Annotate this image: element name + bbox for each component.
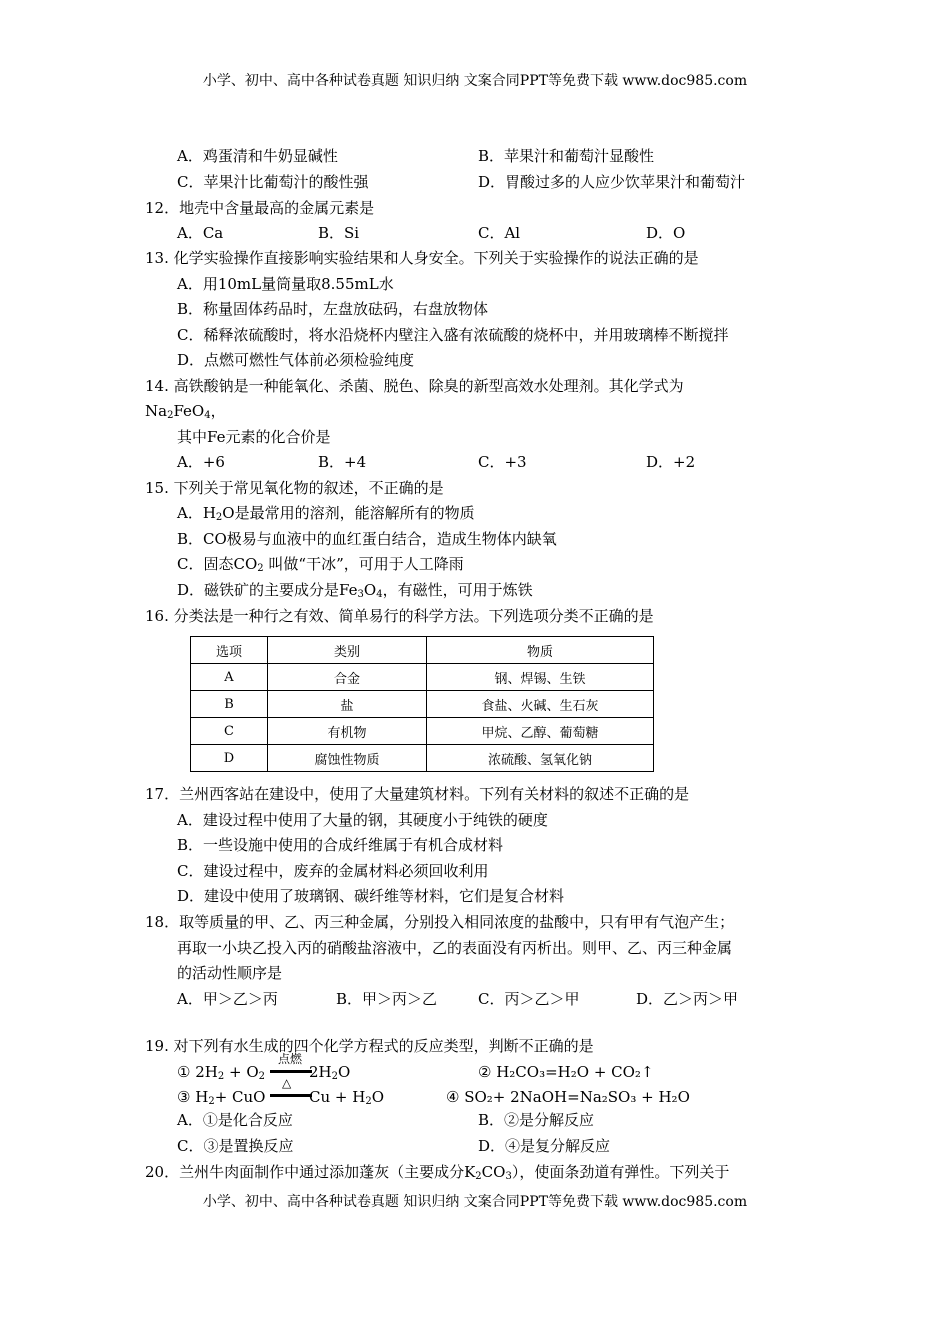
eq3-sub: 2: [365, 1096, 372, 1107]
eq1-sub: 2: [217, 1071, 225, 1082]
q18-option-c: C．丙＞乙＞甲: [478, 990, 580, 1008]
eq3-product-o: O: [371, 1088, 385, 1106]
q15-stem: 15. 下列关于常见氧化物的叙述，不正确的是: [145, 479, 444, 497]
table-cell: 浓硫酸、氢氧化钠: [427, 745, 654, 772]
q20-sub: 3: [505, 1171, 512, 1182]
q15-c-post: 叫做“干冰”，可用于人工降雨: [263, 555, 464, 573]
q14-formula-feo: FeO: [173, 402, 205, 420]
q15-option-d: [177, 580, 533, 600]
table-header-cell: 物质: [427, 637, 654, 664]
q15-c-sub: 2: [257, 563, 264, 574]
q11-option-d: D．胃酸过多的人应少饮苹果汁和葡萄汁: [478, 173, 746, 191]
q20-stem: [145, 1162, 729, 1182]
page-header: 小学、初中、高中各种试卷真题 知识归纳 文案合同PPT等免费下载 www.doc985.com: [202, 73, 748, 89]
eq3-products: [309, 1087, 384, 1107]
q13-option-d: D．点燃可燃性气体前必须检验纯度: [177, 351, 415, 369]
table-cell: 腐蚀性物质: [268, 745, 427, 772]
eq3-heat-symbol: △: [282, 1076, 292, 1090]
table-cell: C: [191, 718, 268, 745]
q17-option-c: C．建设过程中，废弃的金属材料必须回收利用: [177, 862, 489, 880]
eq1-products: [309, 1062, 350, 1082]
q14-formula-comma: ，: [210, 402, 226, 420]
classification-table: [190, 636, 654, 772]
q15-d-mid: O: [363, 581, 377, 599]
table-row: [191, 745, 654, 772]
q16-stem: 16. 分类法是一种行之有效、简单易行的科学方法。下列选项分类不正确的是: [145, 607, 654, 625]
table-cell: 甲烷、乙醇、葡萄糖: [427, 718, 654, 745]
q18-stem-line3: 的活动性顺序是: [177, 964, 283, 982]
q12-option-c: C．Al: [478, 224, 521, 242]
eq3-h: H: [195, 1088, 209, 1106]
q18-option-b: B．甲＞丙＞乙: [336, 990, 438, 1008]
q12-option-d: D．O: [646, 224, 686, 242]
q12-option-b: B．Si: [318, 224, 360, 242]
eq1-o2: + O: [224, 1063, 259, 1081]
q18-option-a: A．甲＞乙＞丙: [177, 990, 278, 1008]
q20-stem-pre: 20．兰州牛肉面制作中通过添加蓬灰（主要成分K: [145, 1163, 476, 1181]
eq1-reaction-bar: [270, 1070, 312, 1073]
q17-option-a: A．建设过程中使用了大量的钢，其硬度小于纯铁的硬度: [177, 811, 548, 829]
table-cell: D: [191, 745, 268, 772]
q15-option-a: [177, 503, 475, 523]
q19-option-b: B．②是分解反应: [478, 1111, 595, 1129]
q15-d-sub1: 3: [357, 589, 364, 600]
q11-option-c: C．苹果汁比葡萄汁的酸性强: [177, 173, 369, 191]
q13-option-a: A．用10mL量筒量取8.55mL水: [177, 275, 394, 293]
table-cell: B: [191, 691, 268, 718]
q19-option-d: D．④是复分解反应: [478, 1137, 611, 1155]
eq1-sub: 2: [331, 1071, 338, 1082]
q14-stem-line2: [145, 401, 226, 421]
q12-stem: 12．地壳中含量最高的金属元素是: [145, 199, 375, 217]
q18-stem-line2: 再取一小块乙投入丙的硝酸盐溶液中，乙的表面没有丙析出。则甲、乙、丙三种金属: [177, 939, 733, 957]
table-row: [191, 664, 654, 691]
q14-formula-na: Na: [145, 402, 168, 420]
q12-option-a: A．Ca: [177, 224, 224, 242]
eq1-number: ①: [177, 1063, 191, 1081]
table-header-row: [191, 637, 654, 664]
q19-option-a: A．①是化合反应: [177, 1111, 293, 1129]
q14-formula-sub1: 2: [167, 410, 174, 421]
q17-stem: 17．兰州西客站在建设中，使用了大量建筑材料。下列有关材料的叙述不正确的是: [145, 785, 690, 803]
eq1-sub: 2: [258, 1071, 266, 1082]
q18-stem-line1: 18．取等质量的甲、乙、丙三种金属，分别投入相同浓度的盐酸中，只有甲有气泡产生；: [145, 913, 735, 931]
q13-stem: 13. 化学实验操作直接影响实验结果和人身安全。下列关于实验操作的说法正确的是: [145, 249, 699, 267]
table-cell: 钢、焊锡、生铁: [427, 664, 654, 691]
eq3-number: ③: [177, 1088, 191, 1106]
q14-stem-line1: 14. 高铁酸钠是一种能氧化、杀菌、脱色、除臭的新型高效水处理剂。其化学式为: [145, 377, 684, 395]
equation-2: ② H₂CO₃=H₂O + CO₂↑: [478, 1063, 654, 1081]
q14-option-b: B．+4: [318, 453, 367, 471]
q15-c-pre: C．固态CO: [177, 555, 258, 573]
q15-a-sub: 2: [215, 512, 223, 523]
q14-option-a: A．+6: [177, 453, 225, 471]
q17-option-d: D．建设中使用了玻璃钢、碳纤维等材料，它们是复合材料: [177, 887, 565, 905]
table-row: [191, 691, 654, 718]
table-cell: 有机物: [268, 718, 427, 745]
q15-d-post: ，有磁性，可用于炼铁: [382, 581, 533, 599]
eq1-h2: 2H: [195, 1063, 218, 1081]
eq3-reaction-bar: [270, 1094, 312, 1097]
q19-stem: 19. 对下列有水生成的四个化学方程式的反应类型，判断不正确的是: [145, 1037, 594, 1055]
q20-stem-post: ），使面条劲道有弹性。下列关于: [511, 1163, 730, 1181]
table-cell: 合金: [268, 664, 427, 691]
q11-option-a: A．鸡蛋清和牛奶显碱性: [177, 147, 338, 165]
equation-3: [177, 1087, 265, 1107]
q15-d-sub2: 4: [376, 589, 383, 600]
q14-option-d: D．+2: [646, 453, 696, 471]
q17-option-b: B．一些设施中使用的合成纤维属于有机合成材料: [177, 836, 504, 854]
q15-option-c: [177, 554, 464, 574]
eq1-condition-label: 点燃: [278, 1052, 303, 1066]
q11-option-b: B．苹果汁和葡萄汁显酸性: [478, 147, 655, 165]
q13-option-b: B．称量固体药品时，左盘放砝码，右盘放物体: [177, 300, 489, 318]
q18-option-d: D．乙＞丙＞甲: [636, 990, 739, 1008]
table-cell: 食盐、火碱、生石灰: [427, 691, 654, 718]
q14-stem-line3: 其中Fe元素的化合价是: [177, 428, 331, 446]
table-header-cell: 类别: [268, 637, 427, 664]
q14-option-c: C．+3: [478, 453, 527, 471]
eq3-cuo: + CuO: [214, 1088, 266, 1106]
q14-formula-sub2: 4: [204, 410, 211, 421]
table-row: [191, 718, 654, 745]
q15-a-post: O是最常用的溶剂，能溶解所有的物质: [222, 504, 475, 522]
q20-stem-co: CO: [481, 1163, 506, 1181]
eq3-product-cu: Cu + H: [309, 1088, 366, 1106]
q13-option-c: C．稀释浓硫酸时，将水沿烧杯内壁注入盛有浓硫酸的烧杯中，并用玻璃棒不断搅拌: [177, 326, 729, 344]
q15-a-pre: A．H: [177, 504, 216, 522]
eq1-product-h: 2H: [309, 1063, 332, 1081]
table-cell: A: [191, 664, 268, 691]
equation-4: ④ SO₂+ 2NaOH=Na₂SO₃ + H₂O: [446, 1088, 690, 1106]
equation-1: [177, 1062, 265, 1082]
q20-sub: 2: [475, 1171, 482, 1182]
q15-option-b: B．CO极易与血液中的血红蛋白结合，造成生物体内缺氧: [177, 530, 557, 548]
eq3-sub: 2: [208, 1096, 215, 1107]
q19-option-c: C．③是置换反应: [177, 1137, 294, 1155]
q15-d-pre: D．磁铁矿的主要成分是Fe: [177, 581, 358, 599]
eq1-product-o: O: [338, 1063, 351, 1081]
table-header-cell: 选项: [191, 637, 268, 664]
page-footer: 小学、初中、高中各种试卷真题 知识归纳 文案合同PPT等免费下载 www.doc985.com: [202, 1194, 748, 1210]
table-cell: 盐: [268, 691, 427, 718]
